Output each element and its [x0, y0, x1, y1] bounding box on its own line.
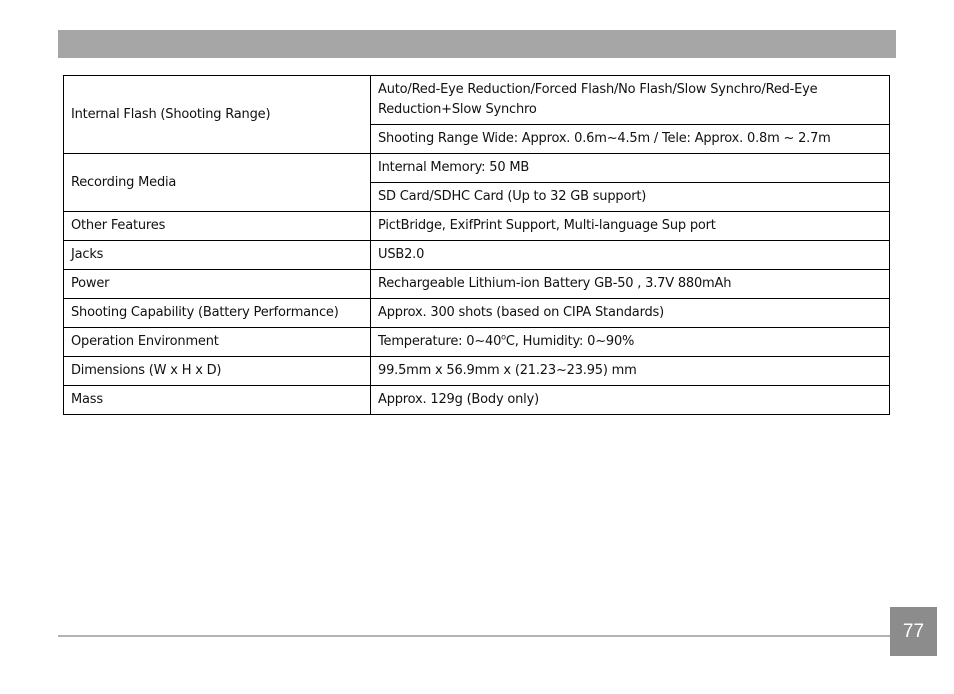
table-row	[64, 212, 890, 241]
spec-value-sd-card: SD Card/SDHC Card (Up to 32 GB support)	[371, 183, 890, 212]
spec-label-power: Power	[64, 270, 371, 299]
specifications-table	[63, 75, 890, 415]
table-row	[64, 241, 890, 270]
spec-value-operation-environment	[371, 328, 890, 357]
temperature-text: Temperature: 0~40	[378, 334, 502, 349]
table-row	[64, 154, 890, 183]
spec-label-internal-flash: Internal Flash (Shooting Range)	[64, 76, 371, 154]
spec-label-recording-media: Recording Media	[64, 154, 371, 212]
header-bar	[58, 30, 896, 58]
table-row	[64, 386, 890, 415]
spec-value-flash-range: Shooting Range Wide: Approx. 0.6m~4.5m / Tele: Approx. 0.8m ~ 2.7m	[371, 125, 890, 154]
table-row	[64, 328, 890, 357]
table-row	[64, 270, 890, 299]
spec-value-other-features: PictBridge, ExifPrint Support, Multi-language Sup port	[371, 212, 890, 241]
table-row	[64, 299, 890, 328]
spec-value-shooting-capability: Approx. 300 shots (based on CIPA Standards)	[371, 299, 890, 328]
table-row	[64, 357, 890, 386]
spec-label-mass: Mass	[64, 386, 371, 415]
degree-superscript: o	[501, 332, 506, 342]
page-number: 77	[890, 607, 937, 656]
spec-value-power: Rechargeable Lithium-ion Battery GB-50 , 3.7V 880mAh	[371, 270, 890, 299]
table-row	[64, 76, 890, 125]
footer-divider	[58, 635, 890, 637]
spec-label-other-features: Other Features	[64, 212, 371, 241]
spec-label-shooting-capability: Shooting Capability (Battery Performance)	[64, 299, 371, 328]
spec-label-jacks: Jacks	[64, 241, 371, 270]
spec-value-jacks: USB2.0	[371, 241, 890, 270]
spec-value-dimensions: 99.5mm x 56.9mm x (21.23~23.95) mm	[371, 357, 890, 386]
humidity-text: C, Humidity: 0~90%	[505, 334, 635, 349]
spec-label-operation-environment: Operation Environment	[64, 328, 371, 357]
spec-value-internal-memory: Internal Memory: 50 MB	[371, 154, 890, 183]
spec-value-mass: Approx. 129g (Body only)	[371, 386, 890, 415]
spec-label-dimensions: Dimensions (W x H x D)	[64, 357, 371, 386]
spec-value-flash-mode: Auto/Red-Eye Reduction/Forced Flash/No Flash/Slow Synchro/Red-Eye Reduction+Slow Synchro	[371, 76, 890, 125]
